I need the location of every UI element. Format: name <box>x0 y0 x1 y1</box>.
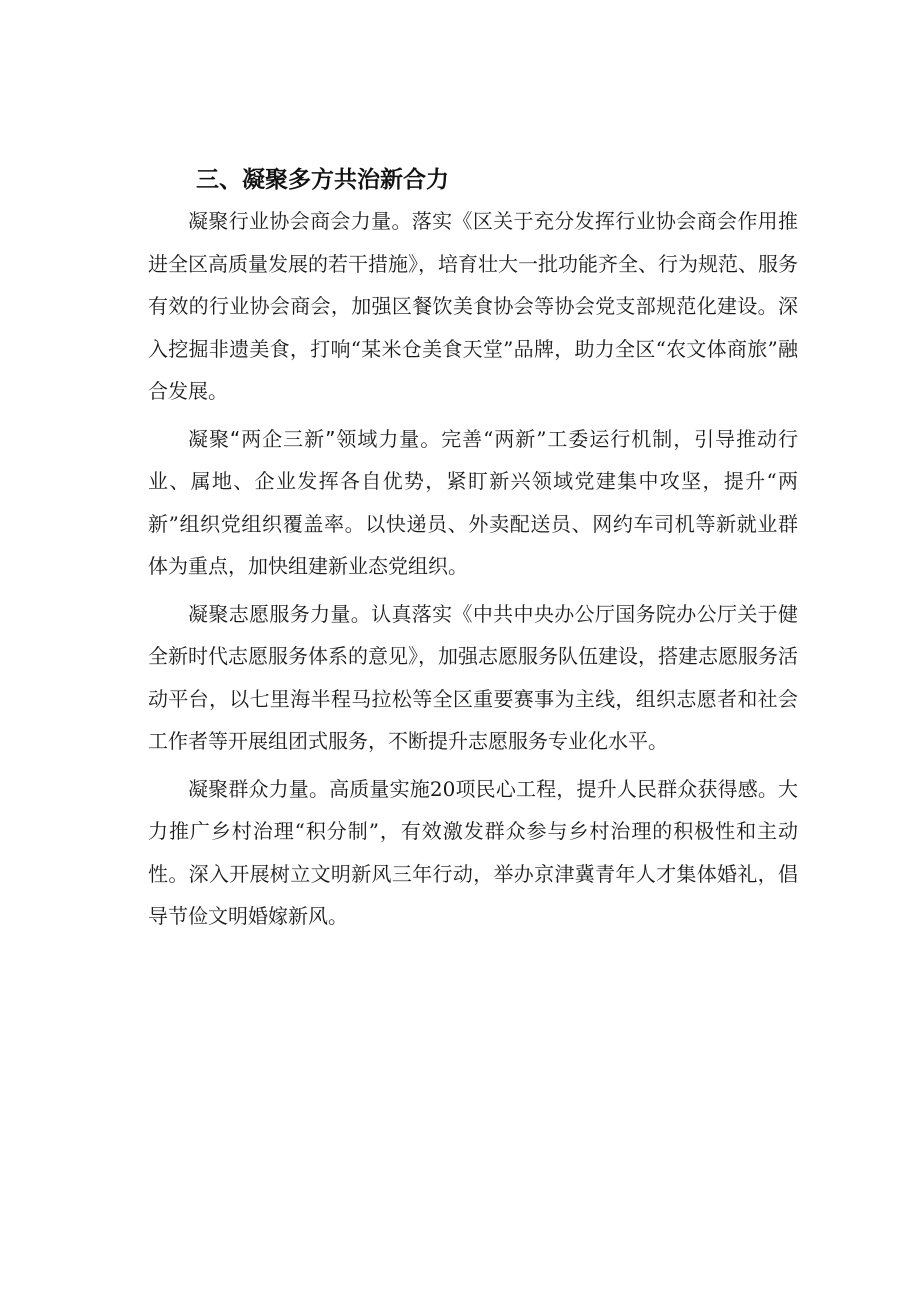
paragraph-two-enterprises <box>148 418 798 588</box>
paragraph-lead: 凝聚群众力量。 <box>188 776 330 801</box>
paragraph-industry-associations <box>148 200 798 413</box>
paragraph-text: 高质量实施20项民心工程，提升人民群众获得感。大力推广乡村治理“积分制”，有效激发群众参与乡村治理的积极性和主动性。深入开展树立文明新风三年行动，举办京津冀青年人才集体婚礼，倡导节俭文明婚嫁新风。 <box>148 776 799 928</box>
paragraph-volunteer-service <box>148 593 798 763</box>
paragraph-lead: 凝聚志愿服务力量。 <box>188 601 372 626</box>
paragraph-text: 认真落实《中共中央办公厅国务院办公厅关于健全新时代志愿服务体系的意见》，加强志愿服务队伍建设，搭建志愿服务活动平台，以七里海半程马拉松等全区重要赛事为主线，组织志愿者和社会工作者等开展组团式服务，不断提升志愿服务专业化水平。 <box>148 601 799 753</box>
document-body <box>148 200 798 943</box>
paragraph-lead: 凝聚“两企三新”领域力量。 <box>188 426 442 451</box>
paragraph-lead: 凝聚行业协会商会力量。 <box>188 209 412 233</box>
section-heading: 三、凝聚多方共治新合力 <box>196 167 449 193</box>
paragraph-text: 落实《区关于充分发挥行业协会商会作用推进全区高质量发展的若干措施》，培育壮大一批功能齐全、行为规范、服务有效的行业协会商会，加强区餐饮美食协会等协会党支部规范化建设。深入挖掘非遗美食，打响“某米仓美食天堂”品牌，助力全区“农文体商旅”融合发展。 <box>148 209 799 403</box>
paragraph-text: 完善“两新”工委运行机制，引导推动行业、属地、企业发挥各自优势，紧盯新兴领域党建集中攻坚，提升“两新”组织党组织覆盖率。以快递员、外卖配送员、网约车司机等新就业群体为重点，加快组建新业态党组织。 <box>148 426 798 578</box>
paragraph-masses <box>148 768 798 938</box>
